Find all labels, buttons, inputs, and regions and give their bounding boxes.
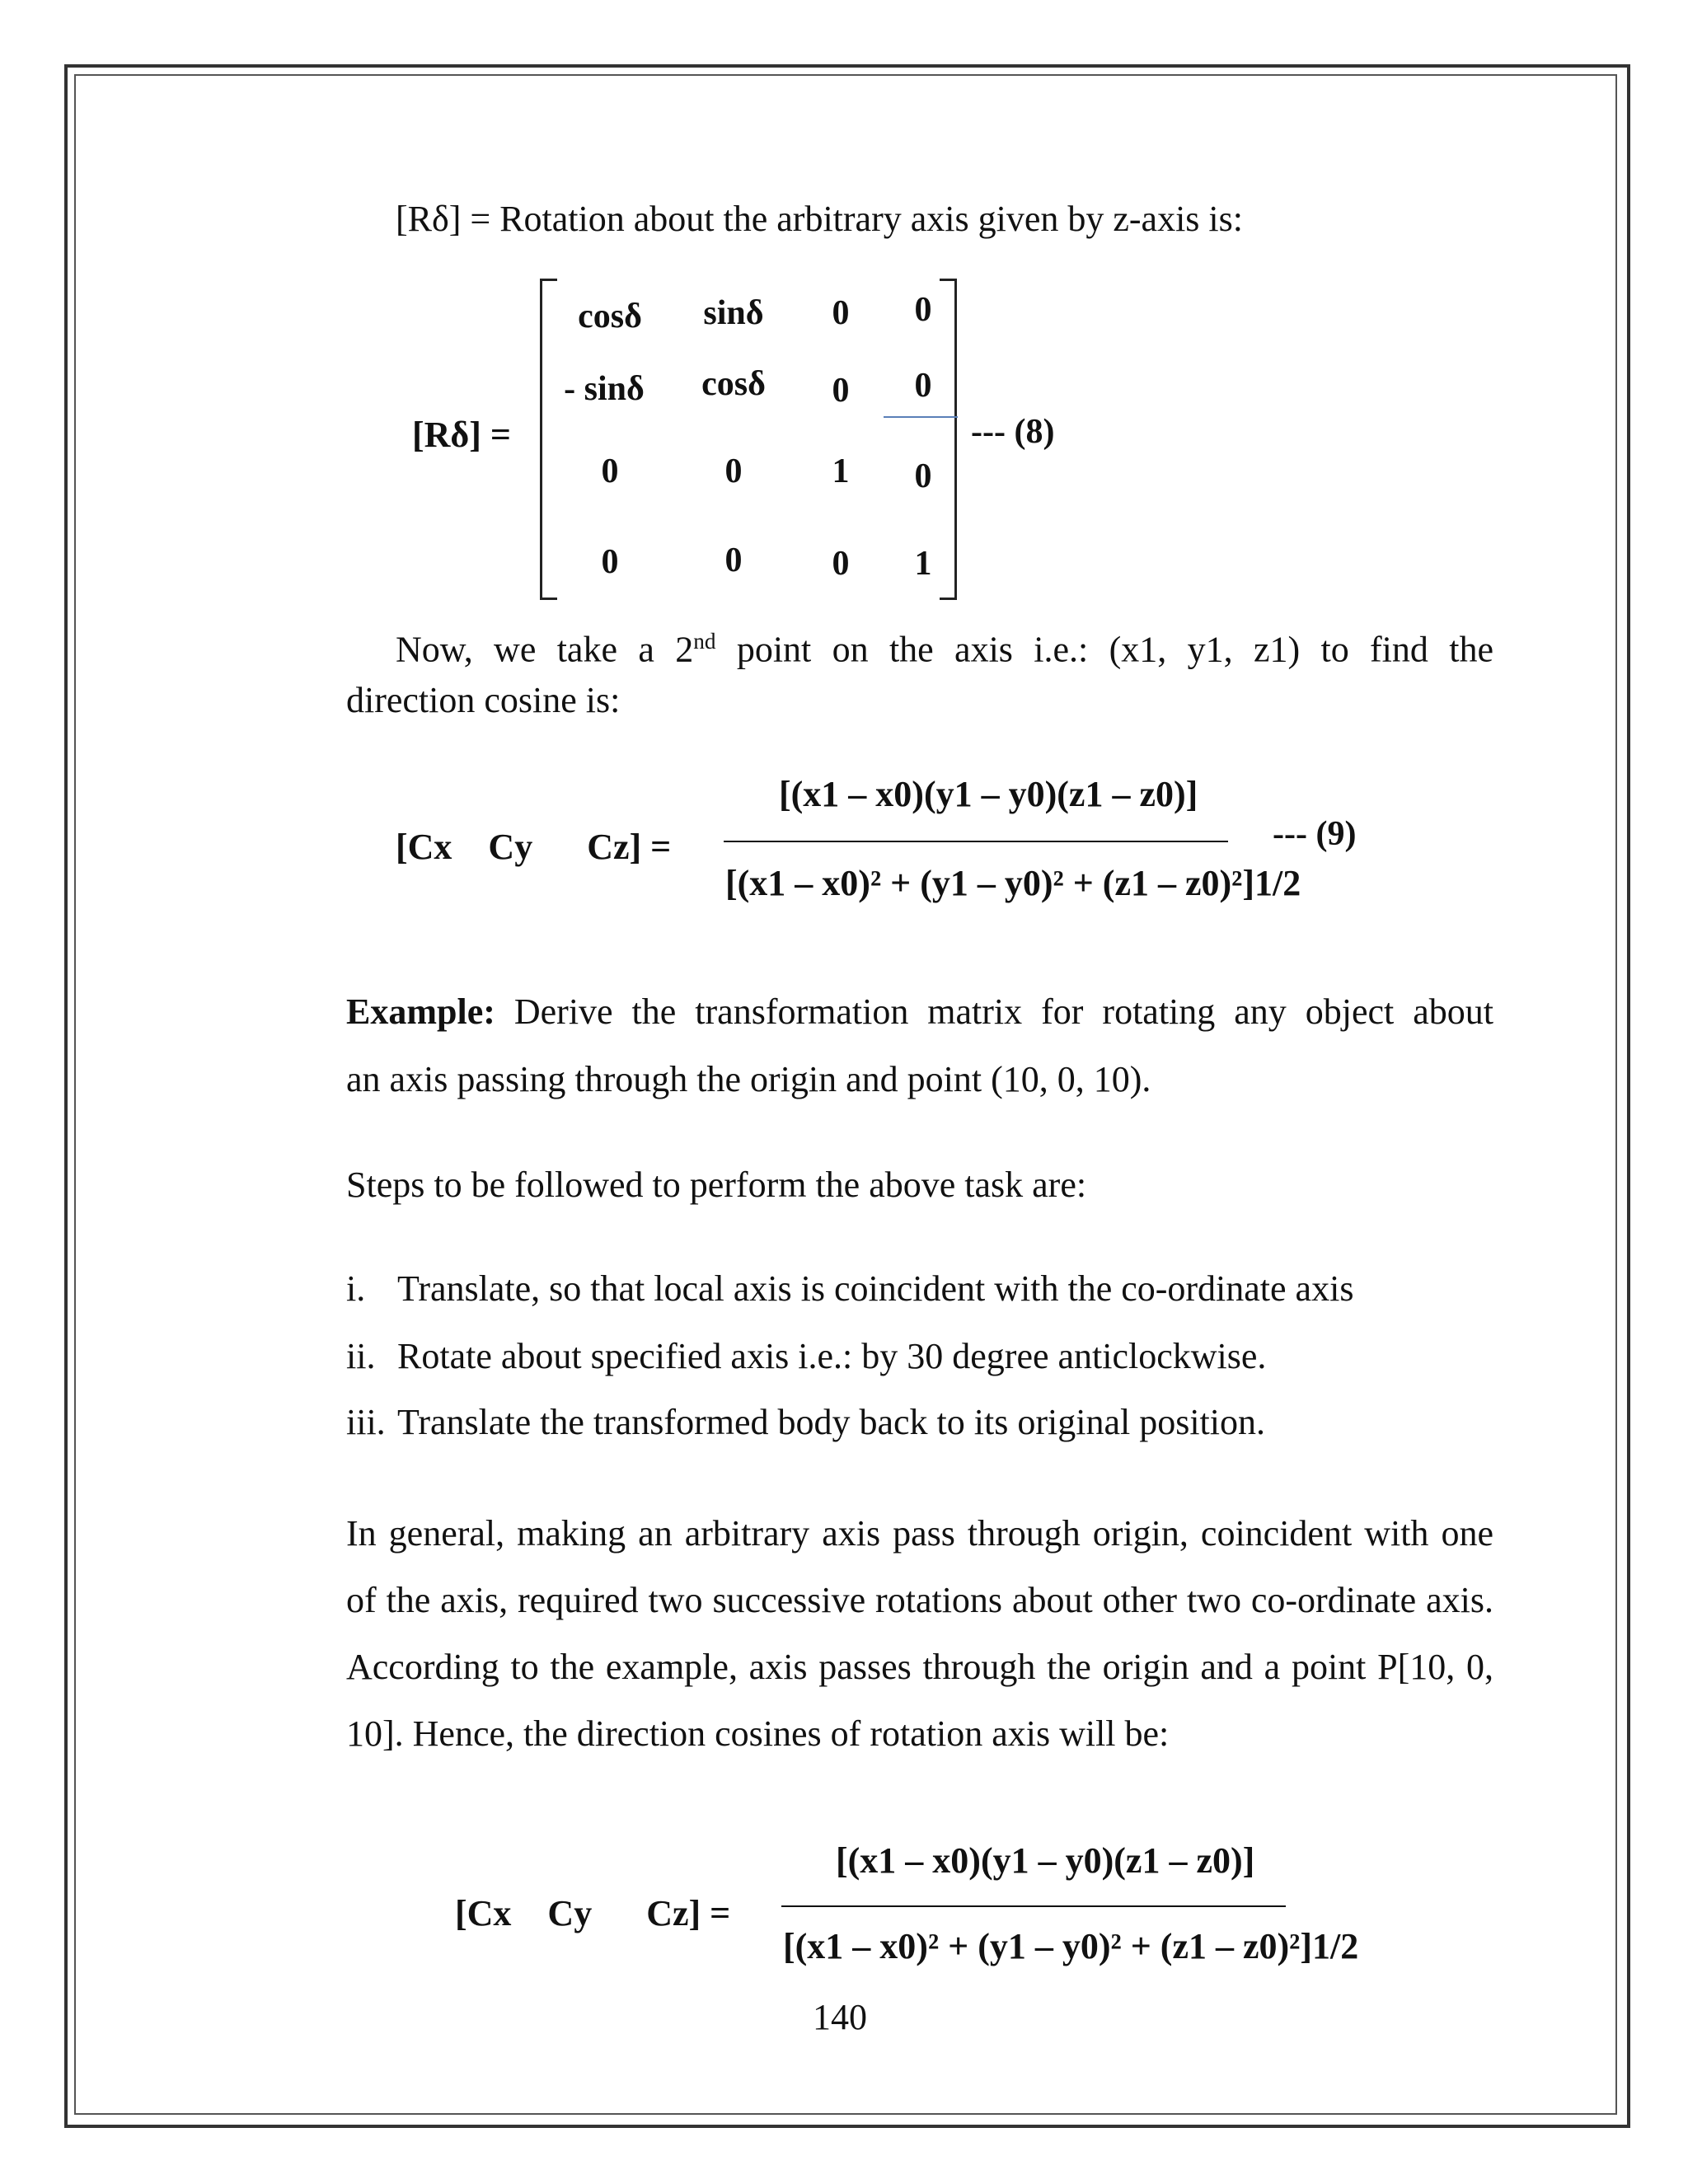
matrix-cell: sinδ bbox=[703, 294, 764, 332]
example-line-2: an axis passing through the origin and point (10, 0, 10). bbox=[346, 1059, 1151, 1099]
step-text: Rotate about specified axis i.e.: by 30 degree anticlockwise. bbox=[397, 1336, 1267, 1376]
matrix-cell: cosδ bbox=[701, 365, 766, 403]
example-text: Derive the transformation matrix for rotating any object about bbox=[495, 991, 1493, 1032]
matrix-cell: 0 bbox=[832, 372, 850, 410]
eq9-label: --- (9) bbox=[1273, 815, 1357, 853]
matrix-cell: 0 bbox=[832, 545, 850, 583]
matrix-cell: 0 bbox=[832, 294, 850, 332]
matrix-cell: 0 bbox=[914, 291, 932, 329]
matrix-cell: cosδ bbox=[578, 298, 642, 335]
matrix-cell: 0 bbox=[601, 543, 619, 581]
dc2-numerator: [(x1 – x0)(y1 – y0)(z1 – z0)] bbox=[836, 1840, 1255, 1881]
example-label: Example: bbox=[346, 991, 495, 1032]
now-line-2: direction cosine is: bbox=[346, 680, 621, 720]
matrix-cell: 0 bbox=[914, 367, 932, 405]
matrix-cell: - sinδ bbox=[564, 370, 645, 408]
steps-intro: Steps to be followed to perform the above task are: bbox=[346, 1165, 1087, 1205]
now-line bbox=[396, 628, 1493, 672]
dc2-lhs: [Cx Cy Cz] = bbox=[455, 1893, 731, 1933]
matrix-label: [Rδ] = bbox=[412, 415, 511, 455]
matrix-cell: 1 bbox=[832, 452, 850, 490]
dc-numerator: [(x1 – x0)(y1 – y0)(z1 – z0)] bbox=[779, 774, 1198, 814]
matrix-underline bbox=[884, 416, 958, 418]
page-number: 140 bbox=[813, 1997, 867, 2037]
step-text: Translate, so that local axis is coincident with the co-ordinate axis bbox=[397, 1268, 1354, 1309]
dc-denominator: [(x1 – x0)² + (y1 – y0)² + (z1 – z0)²]1/2 bbox=[725, 863, 1301, 903]
dc-fraction-line bbox=[724, 841, 1228, 842]
now-line-text: Now, we take a 2 bbox=[396, 629, 694, 670]
intro-line: [Rδ] = Rotation about the arbitrary axis given by z-axis is: bbox=[396, 199, 1243, 239]
matrix-cell: 0 bbox=[601, 452, 619, 490]
dc2-fraction-line bbox=[781, 1905, 1286, 1907]
eq8-label: --- (8) bbox=[971, 413, 1055, 451]
matrix-cell: 0 bbox=[724, 452, 743, 490]
matrix-cell: 1 bbox=[914, 545, 932, 583]
step-number: ii. bbox=[346, 1336, 376, 1376]
matrix-cell: 0 bbox=[914, 457, 932, 495]
example-line bbox=[346, 991, 1493, 1034]
now-line-text-2: point on the axis i.e.: (x1, y1, z1) to find the bbox=[715, 629, 1494, 670]
matrix-left-bracket bbox=[540, 279, 557, 600]
dc2-denominator: [(x1 – x0)² + (y1 – y0)² + (z1 – z0)²]1/2 bbox=[783, 1926, 1359, 1966]
step-number: i. bbox=[346, 1268, 366, 1309]
dc-lhs: [Cx Cy Cz] = bbox=[396, 827, 672, 867]
step-text: Translate the transformed body back to its original position. bbox=[397, 1402, 1265, 1442]
step-number: iii. bbox=[346, 1402, 386, 1442]
general-paragraph: In general, making an arbitrary axis pass through origin, coincident with one of the axis, required two successive rotations about other two co-ordinate axis. According to the example, axis passes through the origin and a point P[10, 0, 10]. Hence, the direction cosines of rotation axis will be: bbox=[346, 1513, 1493, 1754]
now-line-sup: nd bbox=[693, 629, 716, 654]
matrix-cell: 0 bbox=[724, 541, 743, 579]
